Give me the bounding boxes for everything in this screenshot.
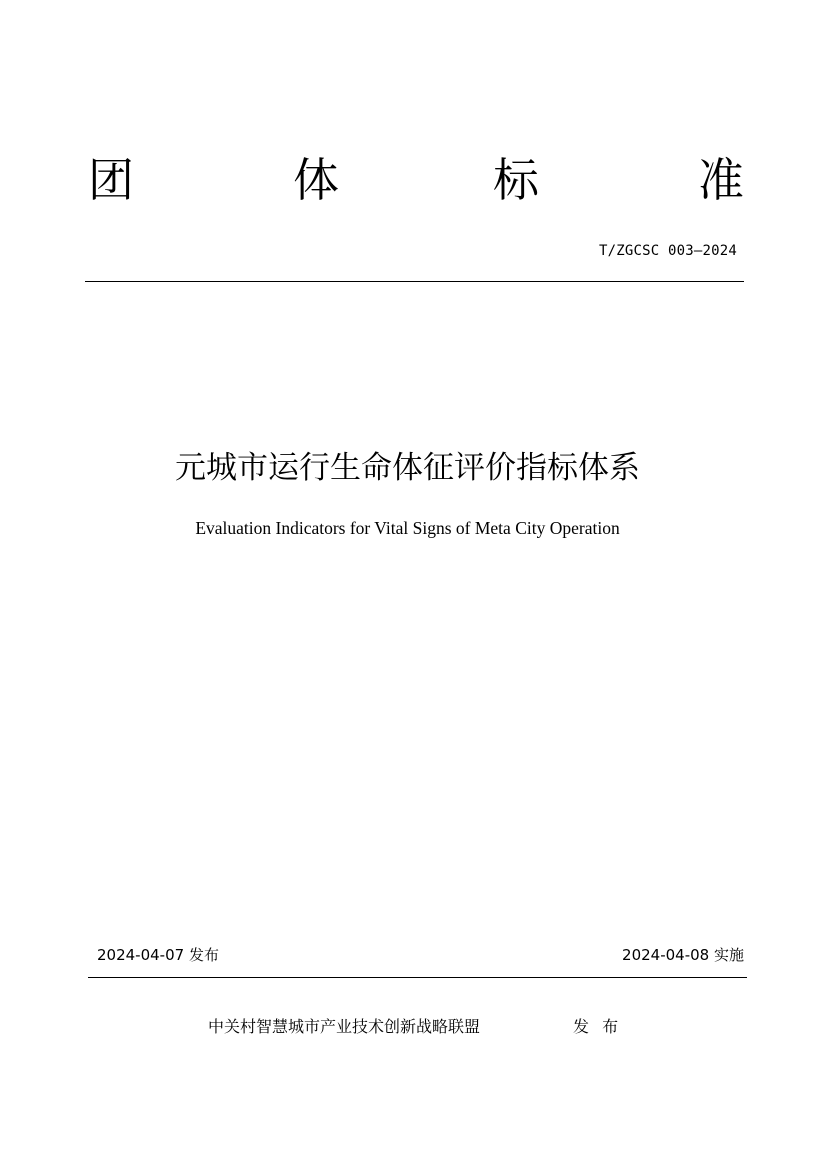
implementation-date: 2024-04-08 实施 — [622, 946, 744, 964]
document-title-chinese: 元城市运行生命体征评价指标体系 — [175, 450, 640, 486]
publisher-name: 中关村智慧城市产业技术创新战略联盟 — [208, 1017, 481, 1036]
standard-code: T/ZGCSC 003—2024 — [598, 243, 737, 259]
bottom-divider — [88, 977, 747, 978]
publish-date: 2024-04-07 发布 — [97, 946, 219, 964]
top-divider — [85, 281, 744, 282]
publisher-action: 发 布 — [573, 1017, 623, 1036]
standard-type-heading — [88, 150, 752, 210]
standard-type-char-4: 准 — [698, 153, 744, 207]
document-title-english: Evaluation Indicators for Vital Signs of Meta City Operation — [195, 518, 620, 538]
standard-type-char-2: 体 — [293, 153, 339, 207]
standard-type-char-1: 团 — [88, 153, 134, 207]
standard-type-char-3: 标 — [493, 153, 539, 207]
